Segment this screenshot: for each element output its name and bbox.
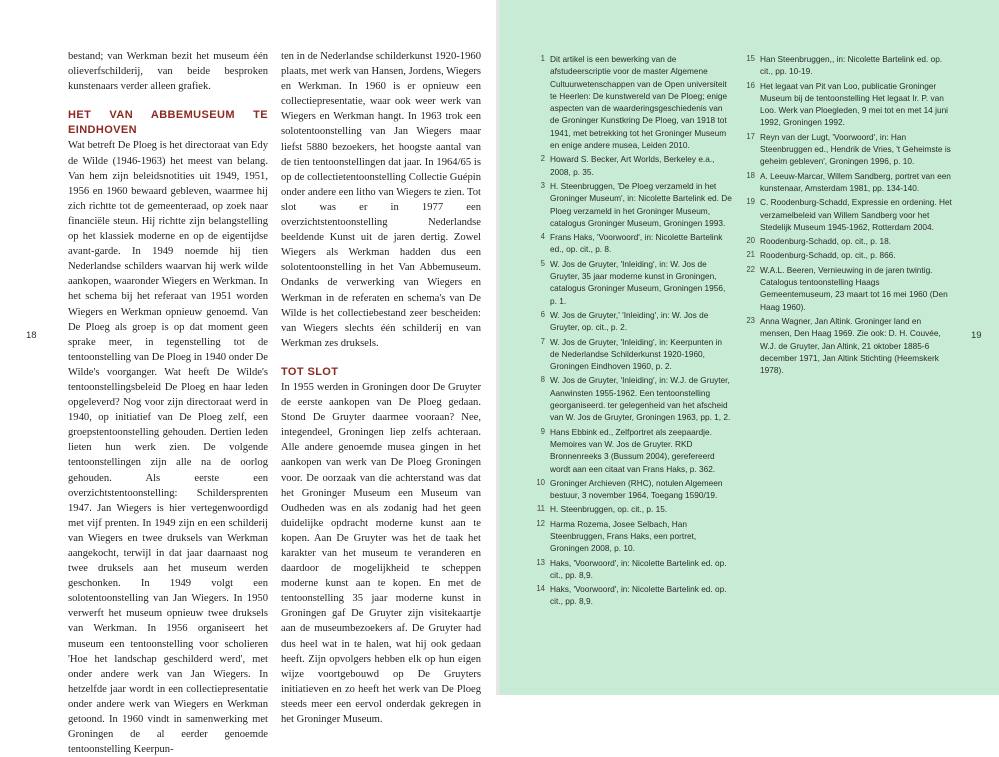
endnote-text: Groninger Archieven (RHC), notulen Algemeen bestuur, 3 november 1964, Toegang 1590/19.	[550, 477, 723, 501]
paragraph: bestand; van Werkman bezit het museum één olieverfschilderij, van beide besproken kunstenaars verder alleen grafiek.	[68, 51, 268, 93]
endnote-text: Dit artikel is een bewerking van de afstudeerscriptie voor de master Algemene Cultuurwetenschappen van de Open universiteit te Heerlen: De kunstwereld van De Ploeg; enige aspecten van de waarderingsgeschiedenis van de Groninger Kunstkring De Ploeg, van 1918 tot 1941, met betrekking tot het Groninger Museum en enige andere musea, Leiden 2010.	[550, 54, 728, 151]
endnote-number: 8	[540, 375, 545, 385]
endnote	[743, 170, 953, 195]
endnote-number: 12	[536, 518, 545, 528]
endnote-number: 21	[746, 250, 755, 260]
endnotes-column-1	[533, 53, 733, 610]
endnotes-column-2	[743, 53, 953, 378]
endnote-text: Harma Rozema, Josee Selbach, Han Steenbruggen, Frans Haks, een portret, Groningen 2008, p. 10.	[550, 518, 697, 554]
endnote-number: 6	[540, 309, 545, 319]
endnote-number: 1	[540, 54, 545, 63]
page-number-left: 18	[26, 330, 37, 341]
endnote	[533, 557, 733, 582]
endnote-text: Het legaat van Pit van Loo, publicatie Groninger Museum bij de tentoonstelling Het legaat Ir. P. van Loo. Werk van Ploegleden, 9 mei tot en met 14 juni 1992, Groningen 1992.	[760, 80, 949, 128]
endnote-text: W. Jos de Gruyter, 'Inleiding', in: Keerpunten in de Nederlandse Schilderkunst 1920-1960, Groningen Eindhoven 1960, p. 2.	[550, 336, 722, 372]
endnote-text: Haks, 'Voorwoord', in: Nicolette Bartelink ed. op. cit., pp. 8,9.	[550, 557, 727, 580]
endnote-number: 10	[536, 477, 545, 487]
page-number-right: 19	[971, 330, 982, 341]
endnote-text: Anna Wagner, Jan Altink. Groninger land en mensen, Den Haag 1969. Zie ook: D. H. Couvée, W.J. de Gruyter, Jan Altink, 21 oktober 1885-6 december 1971, Jan Altink Stichting (Heemskerk 1978).	[760, 315, 941, 376]
endnote-number: 4	[540, 232, 545, 242]
endnote	[533, 503, 733, 515]
endnote-number: 23	[746, 315, 755, 325]
endnote-text: Howard S. Becker, Art Worlds, Berkeley e.a., 2008, p. 35.	[550, 154, 715, 177]
endnote	[743, 264, 953, 313]
endnote-text: W.A.L. Beeren, Vernieuwing in de jaren twintig. Catalogus tentoonstelling Haags Gemeentemuseum, 23 maart tot 16 mei 1960 (Den Haag 1960).	[760, 264, 948, 312]
endnote-text: W. Jos de Gruyter, 'Inleiding', in: W.J. de Gruyter, Aanwinsten 1955-1962. Een tentoonstelling georganiseerd. ter gelegenheid van het afscheid van W. Jos de Gruyter, Groningen 1963, pp. 1, 2.	[550, 375, 731, 423]
endnote	[533, 153, 733, 178]
endnote-number: 17	[746, 131, 755, 141]
text-column-2	[281, 49, 481, 727]
endnote-number: 19	[746, 197, 755, 207]
endnote-text: Roodenburg-Schadd, op. cit., p. 18.	[760, 236, 891, 247]
endnote-text: H. Steenbruggen, 'De Ploeg verzameld in het Groninger Museum', in: Nicolette Bartelink ed. De Ploeg verzameld in het Groninger Museum, catalogus Groninger Museum, Groningen 1993.	[550, 180, 732, 228]
endnote-text: A. Leeuw-Marcar, Willem Sandberg, portret van een kunstenaar, Amsterdam 1981, pp. 134-140.	[760, 170, 951, 193]
endnote	[533, 180, 733, 229]
endnote	[533, 426, 733, 475]
endnote-text: Han Steenbruggen,, in: Nicolette Bartelink ed. op. cit., pp. 10-19.	[760, 54, 943, 77]
endnote	[533, 374, 733, 423]
endnote	[743, 235, 953, 247]
endnote-number: 11	[536, 504, 545, 514]
endnote	[533, 53, 733, 151]
endnote-number: 16	[746, 80, 755, 90]
endnote	[533, 583, 733, 608]
endnote	[533, 518, 733, 555]
endnote-text: Reyn van der Lugt, 'Voorwoord', in: Han Steenbruggen ed., Hendrik de Vries, 't Geheimste is geheim gebleven', Groningen 1996, p. 10.	[760, 131, 951, 167]
section-heading: TOT SLOT	[281, 365, 339, 378]
endnote-number: 5	[540, 258, 545, 268]
endnote	[743, 196, 953, 233]
endnote-number: 15	[746, 54, 755, 63]
endnote-number: 20	[746, 236, 755, 246]
endnote-number: 9	[540, 426, 545, 436]
endnote-text: C. Roodenburg-Schadd, Expressie en ordening. Het verzamelbeleid van Willem Sandberg voor het Stedelijk Museum 1945-1962, Rotterdam 2004.	[760, 197, 952, 232]
endnote	[533, 258, 733, 307]
endnote-number: 18	[746, 170, 755, 180]
endnote	[533, 336, 733, 373]
text-column-1	[68, 49, 268, 757]
endnote-text: W. Jos de Gruyter,' 'Inleiding', in: W. Jos de Gruyter, op. cit., p. 2.	[550, 309, 709, 333]
endnote	[533, 231, 733, 256]
paragraph: ten in de Nederlandse schilderkunst 1920-1960 plaats, met werk van Hansen, Jordens, Wiegers en Werkman. In 1960 is er opnieuw een collectiepresentatie, waar ook weer werk van Wiegers en Werkman hangt. In 1963 trok een solotentoonstelling van Jan Wiegers maar liefst 5880 bezoekers, het hoogste aantal van de tien tentoonstellingen dat jaar. In 1964/65 is op de collectietentoonstelling Collectie Guépin onder andere een litho van Wiegers te zien. Tot slot was er in 1977 een overzichtstentoonstelling Nederlandse beeldende Kunst uit de jaren dertig. Zowel Wiegers als Werkman hadden dus een solotentoonstelling in het Van Abbemuseum. Ondanks de verwerking van Wiegers en Werkman in de referaten en schema's van De Wilde is het collectiebestand zeer bescheiden: van Wiegers slechts één schilderij en van Werkman zes druksels.	[281, 51, 481, 349]
endnote	[743, 53, 953, 78]
endnote-number: 22	[746, 264, 755, 274]
section-heading: HET VAN ABBEMUSEUM TE EINDHOVEN	[68, 109, 268, 137]
endnote	[533, 309, 733, 334]
endnote-number: 2	[540, 154, 545, 164]
paragraph: In 1955 werden in Groningen door De Gruyter de eerste aankopen van De Ploeg gedaan. Stond De Gruyter daarmee vooraan? Nee, integendeel, Groningen liep zelfs achteraan. Alle andere genoemde musea gingen in het aankopen van werk van De Ploeg Groningen voor. De oorzaak van die achterstand was dat het Groninger Museum een Museum van Oudheden was en als zodanig had het geen duidelijke opdracht moderne kunst aan te kopen. Aan De Gruyter was het de taak het karakter van het museum te veranderen en daardoor de mogelijkheid te scheppen moderne kunst aan te kopen. En met de tentoonstelling 35 jaar moderne kunst in Groningen gaf De Gruyter zijn visitekaartje aan de museumbezoekers af. De Gruyter had dus heel wat in te halen, wat hij ook gedaan heeft. Zijn opvolgers hebben elk op hun eigen wijze voortgebouwd op De Gruyters initiatieven en zo heeft het werk van De Ploeg steeds meer een eervol onderdak gekregen in het Groninger Museum.	[281, 381, 481, 726]
paragraph: Wat betreft De Ploeg is het directoraat van Edy de Wilde (1946-1963) het meest van belang. Van hem zijn beleidsnotities uit 1949, 1951, 1956 en 1960 bewaard gebleven, waarmee hij zich richtte tot de gemeenteraad, op zoek naar financiële steun. Hij richtte zijn belangstelling op het klassiek moderne en op de eigentijdse avant-garde. In 1949 noemde hij tien Nederlandse schilders waarvan hij werk wilde aankopen, waaronder Wiegers en Werkman. In het schema bij het referaat van 1951 worden Wiegers en Werkman opnieuw genoemd. Van De Ploeg als groep is op dat moment geen sprake meer, in tegenstelling tot de tentoonstelling van De Ploeg in 1940 onder De Wilde's voorganger. Wat heeft De Wilde's tentoonstellingsbeleid De Ploeg en haar leden opgeleverd? Nog voor zijn directoraat werd in 1940, op initiatief van De Ploeg zelf, een groepstentoonstelling gehouden. Dertien leden lieten hun werk zien. De volgende tentoonstellingen zijn alle na de oorlog gehouden. Als eerste een overzichtstentoonstelling: Schildersprenten 1947. Jan Wiegers is hier vertegenwoordigd met vijf prenten. In 1949 zijn en een schilderij van Wiegers en twee druksels van Werkman aangekocht, terwijl in dat jaar daarnaast nog twee druksels aan het museum werden geschonken. In 1949 volgt een solotentoonstelling van Jan Wiegers. In 1950 verwerft het museum opnieuw twee druksels van Werkman. In 1956 organiseert het museum een tentoonstelling voor scholieren 'Hoe het landschap geschilderd werd', met onder andere werk van Jan Wiegers. In hetzelfde jaar wordt in een collectiepresentatie onder andere werk van Wiegers en Werkman getoond. In 1960 vindt in samenwerking met Groningen de al eerder genoemde tentoonstelling Keerpun-	[68, 140, 268, 756]
endnote-text: Haks, 'Voorwoord', in: Nicolette Bartelink ed. op. cit., pp. 8,9.	[550, 584, 727, 607]
endnote-number: 14	[536, 584, 545, 594]
endnote	[743, 315, 953, 376]
endnote	[743, 249, 953, 261]
endnote	[743, 80, 953, 129]
endnote	[743, 131, 953, 168]
endnote-text: H. Steenbruggen, op. cit., p. 15.	[550, 504, 668, 515]
endnote-number: 3	[540, 180, 545, 190]
endnote-number: 7	[540, 336, 545, 346]
endnote	[533, 477, 733, 502]
endnote-text: Frans Haks, 'Voorwoord', in: Nicolette Bartelink ed., op. cit., p. 8.	[550, 232, 723, 255]
endnote-text: Hans Ebbink ed., Zelfportret als zeepaardje. Memoires van W. Jos de Gruyter. RKD Bronnenreeks 3 (Bussum 2004), gerefereerd wordt aan een citaat van Frans Haks, p. 362.	[550, 426, 716, 474]
left-page	[0, 0, 500, 756]
endnote-text: Roodenburg-Schadd, op. cit., p. 866.	[760, 250, 896, 261]
endnote-text: W. Jos de Gruyter, 'Inleiding', in: W. Jos de Gruyter, 35 jaar moderne kunst in Groningen, catalogus Groninger Museum, Groningen 1956, p. 1.	[550, 258, 726, 306]
endnote-number: 13	[536, 557, 545, 567]
